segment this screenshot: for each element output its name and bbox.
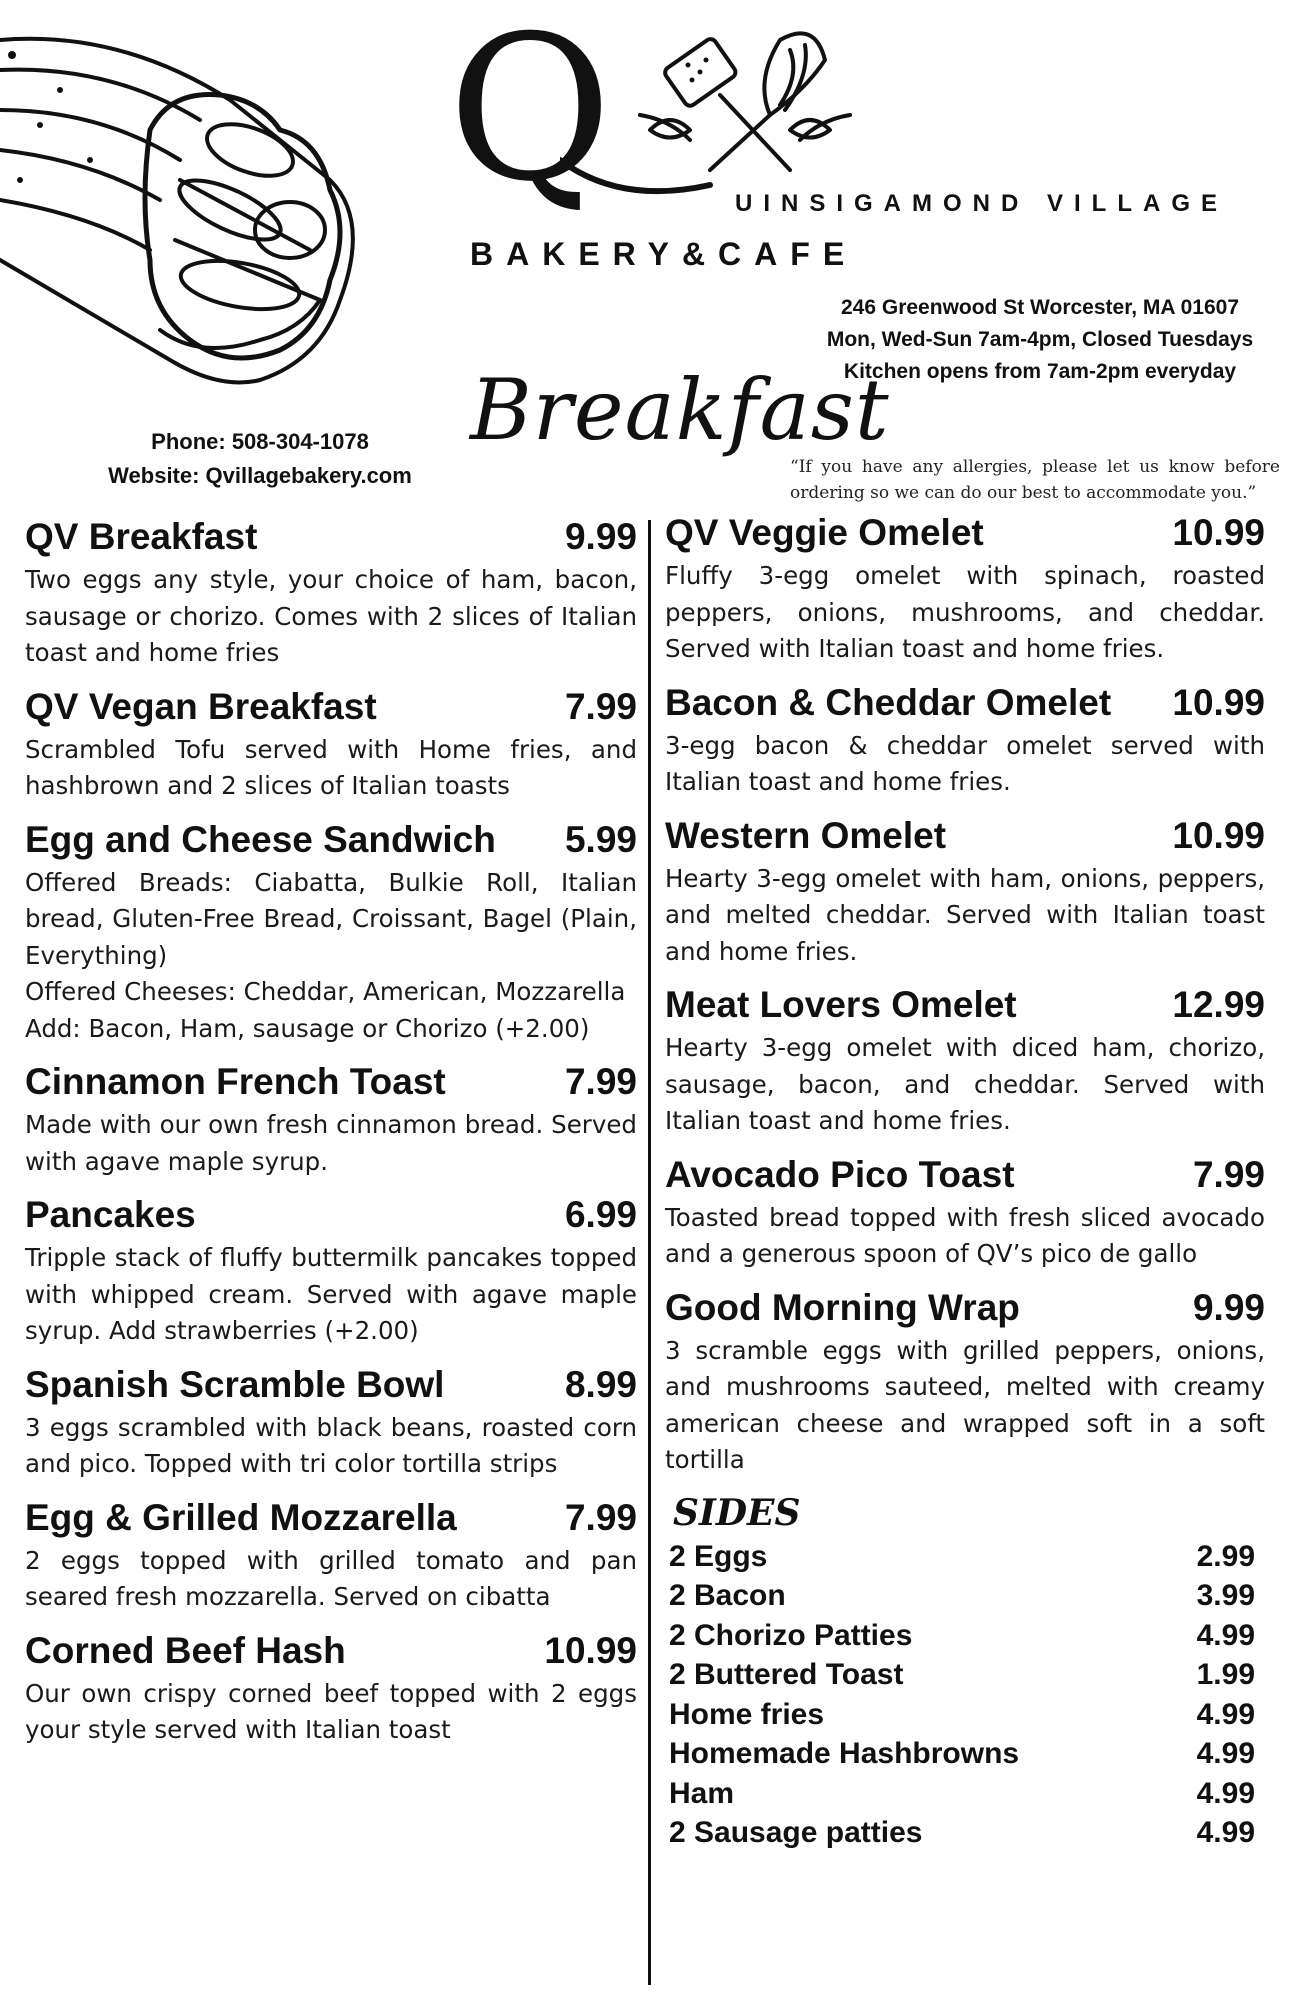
menu-item-price: 12.99 bbox=[1172, 984, 1265, 1025]
menu-item-price: 9.99 bbox=[1192, 1286, 1265, 1328]
menu-item-description: Fluffy 3-egg omelet with spinach, roasted peppers, onions, mushrooms, and cheddar. Served with Italian toast and home fries. bbox=[665, 561, 1265, 663]
menu-item-description: Two eggs any style, your choice of ham, bacon, sausage or chorizo. Comes with 2 slices of Italian toast and home fries bbox=[25, 565, 637, 667]
side-item-price: 4.99 bbox=[1196, 1737, 1255, 1770]
side-item bbox=[665, 1616, 1265, 1656]
menu-item bbox=[665, 1283, 1265, 1479]
menu-item-price: 7.99 bbox=[564, 1496, 637, 1538]
menu-item-price: 8.99 bbox=[564, 1363, 637, 1405]
menu-item-price: 7.99 bbox=[564, 685, 637, 727]
menu-item-price: 9.99 bbox=[564, 516, 637, 557]
side-item-price: 4.99 bbox=[1196, 1697, 1255, 1731]
menu-item bbox=[665, 1150, 1265, 1273]
menu-item bbox=[25, 1190, 637, 1350]
menu-item-description: 3 eggs scrambled with black beans, roasted corn and pico. Topped with tri color tortilla strips bbox=[25, 1412, 637, 1478]
kitchen-hours-text: Kitchen opens from 7am-2pm everyday bbox=[843, 360, 1237, 383]
menu-item-name: Corned Beef Hash bbox=[25, 1629, 346, 1671]
menu-item-price: 5.99 bbox=[564, 818, 637, 860]
menu-item-name: Bacon & Cheddar Omelet bbox=[665, 681, 1112, 723]
brand-name-bottom: BAKERY&CAFE bbox=[470, 236, 858, 272]
menu-item bbox=[665, 508, 1265, 668]
menu-item-name: Western Omelet bbox=[665, 814, 947, 856]
sides-list bbox=[665, 1537, 1265, 1853]
whisk-and-spatula-icon bbox=[630, 20, 860, 190]
menu-item-description: 3 scramble eggs with grilled peppers, onions, and mushrooms sauteed, melted with creamy american cheese and wrapped soft in a soft tortilla bbox=[665, 1335, 1265, 1474]
menu-item-price: 10.99 bbox=[1172, 814, 1265, 856]
contact-block bbox=[60, 425, 460, 493]
menu-item-name: QV Veggie Omelet bbox=[665, 512, 984, 553]
menu-item-description: Made with our own fresh cinnamon bread. Served with agave maple syrup. bbox=[25, 1110, 637, 1176]
menu-item-price: 7.99 bbox=[564, 1061, 637, 1102]
side-item-name: 2 Eggs bbox=[669, 1539, 768, 1573]
side-item-price: 1.99 bbox=[1196, 1658, 1255, 1691]
side-item-price: 4.99 bbox=[1196, 1618, 1255, 1652]
side-item bbox=[665, 1655, 1265, 1695]
side-item bbox=[665, 1734, 1265, 1774]
menu-item-name: QV Vegan Breakfast bbox=[25, 685, 377, 727]
allergy-note-line: ordering so we can do our best to accommodate you.” bbox=[790, 483, 1257, 503]
menu-item bbox=[665, 980, 1265, 1140]
menu-item-description: Toasted bread topped with fresh sliced avocado and a generous spoon of QV’s pico de gallo bbox=[665, 1202, 1265, 1268]
side-item-name: Ham bbox=[669, 1776, 735, 1810]
menu-item-price: 7.99 bbox=[1192, 1153, 1265, 1195]
menu-item-name: Cinnamon French Toast bbox=[25, 1061, 446, 1102]
menu-item bbox=[665, 811, 1265, 971]
menu-item bbox=[25, 815, 637, 1048]
hours-text: Mon, Wed-Sun 7am-4pm, Closed Tuesdays bbox=[826, 328, 1254, 351]
menu-item-price: 6.99 bbox=[564, 1194, 637, 1235]
menu-item-description: Hearty 3-egg omelet with diced ham, chorizo, sausage, bacon, and cheddar. Served with Italian toast and home fries. bbox=[665, 1033, 1265, 1135]
logo-letter: Q bbox=[448, 0, 612, 226]
menu-item-name: Pancakes bbox=[25, 1194, 196, 1235]
menu-item-name: Meat Lovers Omelet bbox=[665, 984, 1017, 1025]
menu-item bbox=[25, 1626, 637, 1749]
menu-item-name: Egg and Cheese Sandwich bbox=[25, 818, 496, 860]
menu-item-description: Offered Breads: Ciabatta, Bulkie Roll, Italian bread, Gluten-Free Bread, Croissant, Bagel (Plain, Everything) bbox=[25, 867, 637, 970]
side-item-price: 2.99 bbox=[1196, 1539, 1255, 1573]
menu-item-description: 2 eggs topped with grilled tomato and pan seared fresh mozzarella. Served on cibatta bbox=[25, 1545, 637, 1611]
menu-item-name: Avocado Pico Toast bbox=[665, 1153, 1015, 1195]
brand-name-top: UINSIGAMOND VILLAGE bbox=[735, 190, 1229, 217]
right-menu-column bbox=[665, 508, 1265, 1853]
menu-item-name: QV Breakfast bbox=[25, 516, 258, 557]
menu-item-price: 10.99 bbox=[1172, 681, 1265, 723]
side-item bbox=[665, 1576, 1265, 1616]
side-item bbox=[665, 1537, 1265, 1577]
side-item-name: 2 Buttered Toast bbox=[669, 1658, 904, 1691]
side-item-price: 4.99 bbox=[1196, 1776, 1255, 1810]
menu-item bbox=[25, 1057, 637, 1180]
side-item-price: 3.99 bbox=[1196, 1579, 1255, 1612]
menu-item-description: Offered Cheeses: Cheddar, American, Mozzarella bbox=[25, 977, 626, 1006]
allergy-note-line: “If you have any allergies, please let us know before bbox=[790, 457, 1280, 477]
phone-text: Phone: 508-304-1078 bbox=[151, 429, 369, 454]
menu-item bbox=[25, 682, 637, 805]
side-item-name: 2 Bacon bbox=[669, 1579, 786, 1612]
menu-item-name: Egg & Grilled Mozzarella bbox=[25, 1496, 457, 1538]
menu-item bbox=[25, 1493, 637, 1616]
side-item-name: 2 Chorizo Patties bbox=[669, 1618, 913, 1652]
menu-item-description: 3-egg bacon & cheddar omelet served with Italian toast and home fries. bbox=[665, 730, 1265, 796]
menu-item bbox=[25, 1360, 637, 1483]
side-item-name: Homemade Hashbrowns bbox=[669, 1737, 1020, 1770]
left-menu-column bbox=[25, 512, 637, 1759]
address-text: 246 Greenwood St Worcester, MA 01607 bbox=[841, 296, 1239, 319]
burrito-wrap-illustration bbox=[0, 0, 460, 400]
column-divider bbox=[648, 520, 651, 1985]
menu-title: Breakfast bbox=[470, 361, 890, 459]
menu-item-description: Tripple stack of fluffy buttermilk pancakes topped with whipped cream. Served with agave maple syrup. Add strawberries (+2.00) bbox=[25, 1243, 637, 1345]
menu-item-description: Our own crispy corned beef topped with 2 eggs your style served with Italian toast bbox=[25, 1678, 637, 1744]
menu-item bbox=[665, 678, 1265, 801]
menu-item-name: Good Morning Wrap bbox=[665, 1286, 1020, 1328]
menu-item-price: 10.99 bbox=[1172, 512, 1265, 553]
menu-item-name: Spanish Scramble Bowl bbox=[25, 1363, 445, 1405]
side-item-name: 2 Sausage patties bbox=[669, 1816, 923, 1849]
menu-item bbox=[25, 512, 637, 672]
menu-item-price: 10.99 bbox=[544, 1629, 637, 1671]
side-item bbox=[665, 1695, 1265, 1735]
side-item-price: 4.99 bbox=[1196, 1816, 1255, 1849]
side-item bbox=[665, 1774, 1265, 1814]
website-link[interactable]: Website: Qvillagebakery.com bbox=[108, 463, 412, 488]
allergy-note bbox=[790, 454, 1280, 506]
side-item bbox=[665, 1813, 1265, 1853]
sides-heading: SIDES bbox=[673, 1491, 801, 1534]
menu-item-description: Hearty 3-egg omelet with ham, onions, peppers, and melted cheddar. Served with Italian toast and home fries. bbox=[665, 863, 1265, 966]
side-item-name: Home fries bbox=[669, 1697, 825, 1731]
menu-item-description: Scrambled Tofu served with Home fries, and hashbrown and 2 slices of Italian toasts bbox=[25, 734, 637, 800]
menu-item-description: Add: Bacon, Ham, sausage or Chorizo (+2.00) bbox=[25, 1013, 590, 1043]
